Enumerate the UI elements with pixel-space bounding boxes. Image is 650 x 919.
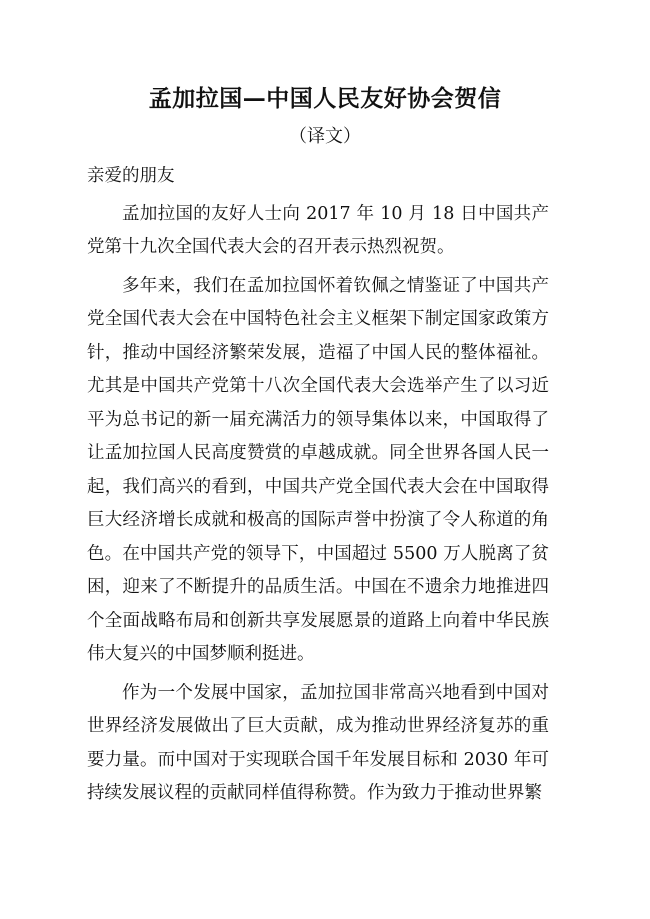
paragraph-1: 孟加拉国的友好人士向 2017 年 10 月 18 日中国共产党第十九次全国代表大会的召开表示热烈祝贺。 [87, 203, 549, 257]
paragraph-2: 多年来，我们在孟加拉国怀着钦佩之情鉴证了中国共产党全国代表大会在中国特色社会主义框架下制定国家政策方针，推动中国经济繁荣发展，造福了中国人民的整体福祉。尤其是中国共产党第十八次全国代表大会选举产生了以习近平为总书记的新一届充满活力的领导集体以来，中国取得了让孟加拉国人民高度赞赏的卓越成就。同全世界各国人民一起，我们高兴的看到，中国共产党全国代表大会在中国取得巨大经济增长成就和极高的国际声誉中扮演了令人称道的角色。在中国共产党的领导下，中国超过 5500 万人脱离了贫困，迎来了不断提升的品质生活。中国在不遗余力地推进四个全面战略布局和创新共享发展愿景的道路上向着中华民族伟大复兴的中国梦顺利挺进。 [87, 275, 549, 664]
salutation: 亲爱的朋友 [87, 166, 175, 186]
paragraph-3: 作为一个发展中国家，孟加拉国非常高兴地看到中国对世界经济发展做出了巨大贡献，成为推动世界经济复苏的重要力量。而中国对于实现联合国千年发展目标和 2030 年可持续发展议程的贡献同样值得称赞。作为致力于推动世界繁 [87, 682, 549, 803]
letter-body [87, 160, 549, 816]
letter-title: 孟加拉国—中国人民友好协会贺信 [148, 85, 502, 112]
letter-subtitle: （译文） [289, 126, 361, 147]
